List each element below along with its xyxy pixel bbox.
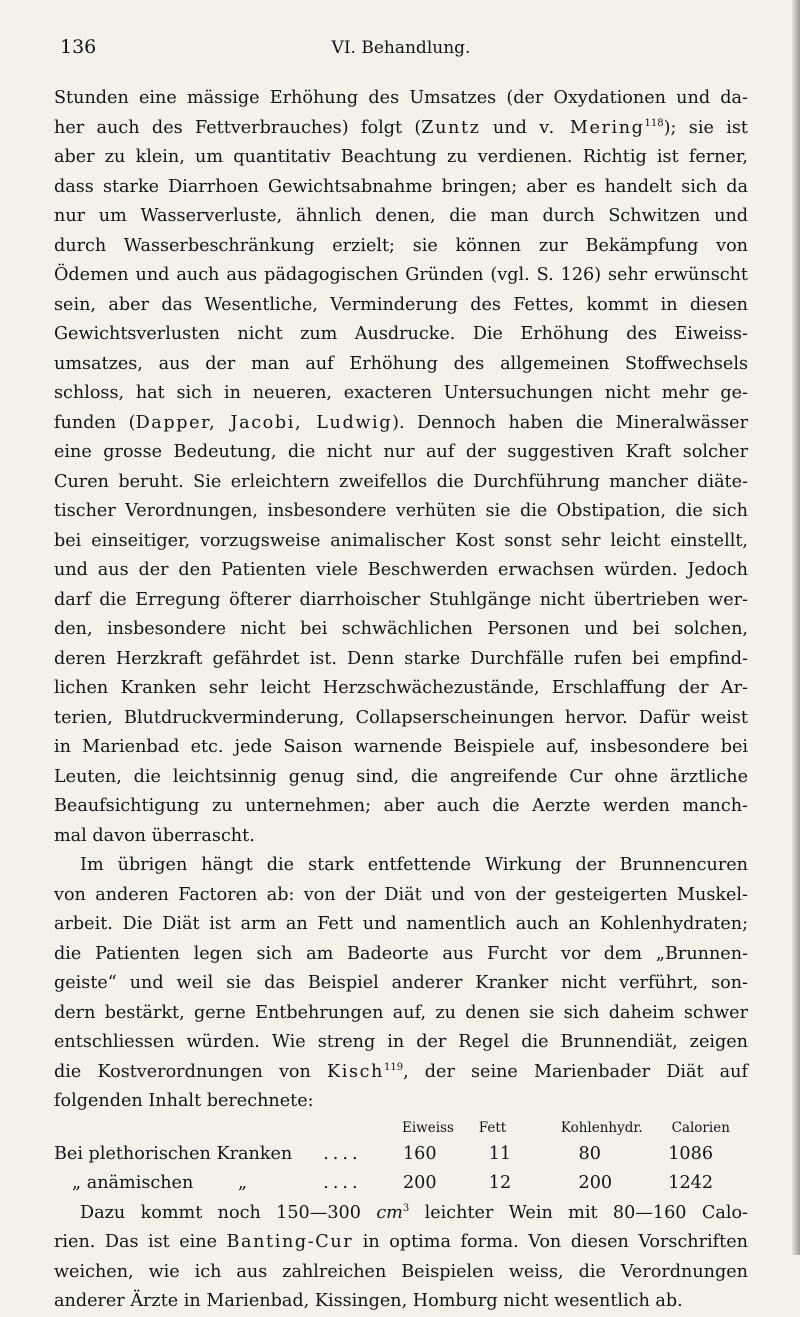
cell-kohlenhydr: 200 xyxy=(578,1173,613,1193)
text-line: Curen beruht. Sie erleichtern zweifellos die Durchführung mancher diäte- xyxy=(54,471,748,492)
text-line: sein, aber das Wesentliche, Verminderung des Fettes, kommt in diesen xyxy=(54,294,748,315)
text-line: Leuten, die leichtsinnig genug sind, die angreifende Cur ohne ärztliche xyxy=(54,766,748,787)
cell-eiweiss: 160 xyxy=(402,1143,437,1164)
table-row xyxy=(54,1140,748,1170)
column-header: Fett xyxy=(478,1119,507,1136)
row-label: „ anämischen „ xyxy=(72,1173,248,1193)
text-line: Stunden eine mässige Erhöhung des Umsatzes (der Oxydationen und da- xyxy=(54,88,748,108)
text-line: terien, Blutdruckverminderung, Collapserscheinungen hervor. Dafür weist xyxy=(54,707,748,728)
text-line: durch Wasserbeschränkung erzielt; sie können zur Bekämpfung von xyxy=(54,235,748,256)
cell-fett: 12 xyxy=(488,1173,512,1193)
cure-name: Banting-Cur xyxy=(226,1232,354,1252)
text-line: mal davon überrascht. xyxy=(54,825,255,846)
nutrition-table-header xyxy=(54,1117,748,1140)
column-header: Calorien xyxy=(671,1119,730,1136)
book-page xyxy=(54,0,748,1311)
text-line: Ödemen und auch aus pädagogischen Gründen (vgl. S. 126) sehr erwünscht xyxy=(54,265,748,285)
text-line: die Kostverordnungen von Kisch$^{119}$, der seine Marienbader Diät auf xyxy=(54,1061,748,1082)
text-line: nur um Wasserverluste, ähnlich denen, die man durch Schwitzen und xyxy=(54,206,748,226)
cell-eiweiss: 200 xyxy=(402,1173,437,1193)
text-line: tischer Verordnungen, insbesondere verhüten sie die Obstipation, die sich xyxy=(54,501,748,521)
text-line: eine grosse Bedeutung, die nicht nur auf der suggestiven Kraft solcher xyxy=(54,442,748,462)
text-line: von anderen Factoren ab: von der Diät und von der gesteigerten Muskel- xyxy=(54,884,748,905)
author-name: Kisch xyxy=(326,1061,384,1082)
text-line: funden (Dapper, Jacobi, Ludwig). Dennoch haben die Mineralwässer xyxy=(54,412,748,433)
body-text xyxy=(54,84,748,1317)
text-line: entschliessen würden. Wie streng in der Regel die Brunnendiät, zeigen xyxy=(54,1032,748,1052)
footnote-ref: 118 xyxy=(644,117,664,129)
text-line: die Patienten legen sich am Badeorte aus Furcht vor dem „Brunnen- xyxy=(54,943,748,964)
text-line: Dazu kommt noch 150—300 $cm^3$ leichter Wein mit 80—160 Calo- xyxy=(80,1202,748,1223)
text-line: geiste“ und weil sie das Beispiel anderer Kranker nicht verführt, son- xyxy=(54,973,748,993)
text-line: in Marienbad etc. jede Saison warnende Beispiele auf, insbesondere bei xyxy=(54,737,748,757)
text-line: dern bestärkt, gerne Entbehrungen auf, zu denen sie sich daheim schwer xyxy=(54,1002,748,1023)
text-line: weichen, wie ich aus zahlreichen Beispielen weiss, die Verordnungen xyxy=(54,1261,748,1282)
text-line: Gewichtsverlusten nicht zum Ausdrucke. Die Erhöhung des Eiweiss- xyxy=(54,324,748,344)
row-label: Bei plethorischen Kranken xyxy=(54,1143,293,1164)
author-names: Dapper, Jacobi, Ludwig xyxy=(135,412,393,433)
cell-kohlenhydr: 80 xyxy=(578,1143,601,1164)
text-line: darf die Erregung öfterer diarrhoischer Stuhlgänge nicht übertrieben wer- xyxy=(54,589,748,610)
text-line: her auch des Fettverbrauches) folgt (Zuntz und v. Mering$^{118}$); sie ist xyxy=(54,117,748,138)
leader-dots: .... xyxy=(323,1173,362,1193)
leader-dots: .... xyxy=(323,1143,362,1164)
column-header: Eiweiss xyxy=(402,1119,454,1136)
text-line: Beaufsichtigung zu unternehmen; aber auch die Aerzte werden manch- xyxy=(54,796,748,816)
text-line: umsatzes, aus der man auf Erhöhung des allgemeinen Stoffwechsels xyxy=(54,353,748,374)
text-line: dass starke Diarrhoen Gewichtsabnahme bringen; aber es handelt sich da xyxy=(54,176,748,197)
cell-calorien: 1086 xyxy=(668,1143,714,1164)
text-line: aber zu klein, um quantitativ Beachtung zu verdienen. Richtig ist ferner, xyxy=(54,147,748,167)
superscript: 3 xyxy=(402,1202,410,1214)
footnote-ref: 119 xyxy=(383,1061,404,1073)
text-line: deren Herzkraft gefährdet ist. Denn starke Durchfälle rufen bei empfind- xyxy=(54,648,748,669)
text-line: bei einseitiger, vorzugsweise animalischer Kost sonst sehr leicht einstellt, xyxy=(54,530,748,551)
page-edge-shadow xyxy=(792,0,800,1255)
author-name: v. Mering xyxy=(539,117,645,138)
cell-fett: 11 xyxy=(488,1143,512,1164)
text-line: rien. Das ist eine Banting-Cur in optima forma. Von diesen Vorschriften xyxy=(54,1232,748,1252)
text-line: schloss, hat sich in neueren, exacteren Untersuchungen nicht mehr ge- xyxy=(54,383,748,403)
running-head: VI. Behandlung. xyxy=(331,38,471,58)
text-line: arbeit. Die Diät ist arm an Fett und namentlich auch an Kohlenhydraten; xyxy=(54,914,748,934)
text-line: lichen Kranken sehr leicht Herzschwächezustände, Erschlaffung der Ar- xyxy=(54,678,748,698)
text-line: Im übrigen hängt die stark entfettende Wirkung der Brunnencuren xyxy=(80,855,748,875)
author-name: Zuntz xyxy=(421,117,481,138)
column-header: Kohlenhydr. xyxy=(560,1119,643,1136)
text-line: den, insbesondere nicht bei schwächlichen Personen und bei solchen, xyxy=(54,619,748,639)
cell-calorien: 1242 xyxy=(668,1173,714,1193)
table-row xyxy=(54,1169,748,1199)
unit: cm xyxy=(376,1202,403,1223)
text-line: folgenden Inhalt berechnete: xyxy=(54,1091,314,1111)
text-line: und aus der den Patienten viele Beschwerden erwachsen würden. Jedoch xyxy=(54,560,748,580)
page-number: 136 xyxy=(60,36,97,58)
text-line: anderer Ärzte in Marienbad, Kissingen, Homburg nicht wesentlich ab. xyxy=(54,1291,683,1311)
